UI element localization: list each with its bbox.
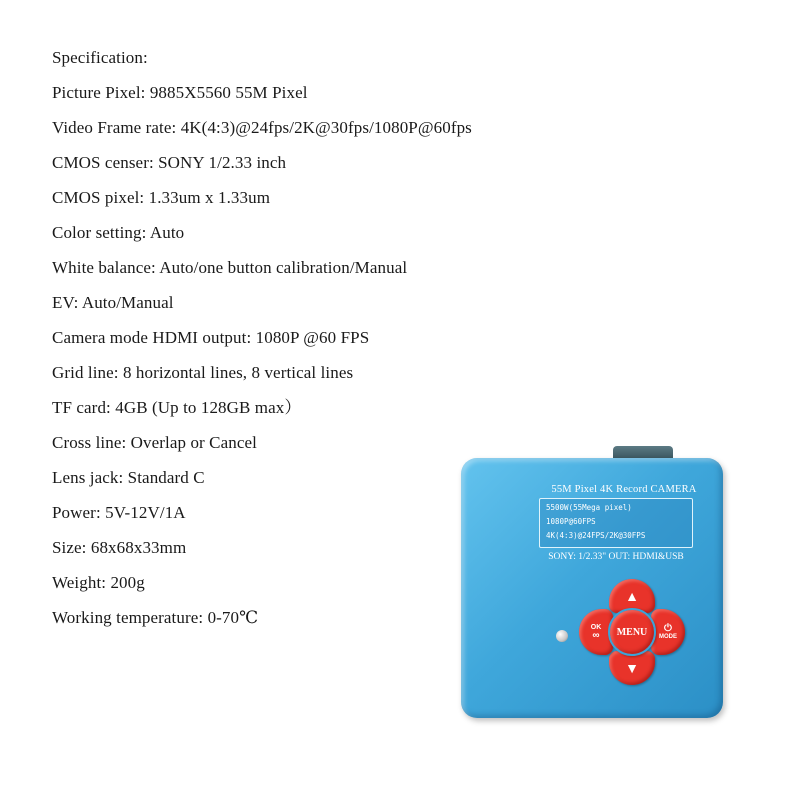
spec-video-frame-rate: Video Frame rate: 4K(4:3)@24fps/2K@30fps/1080P@60fps xyxy=(52,118,472,137)
spec-ev: EV: Auto/Manual xyxy=(52,293,174,312)
spec-white-balance: White balance: Auto/one button calibration/Manual xyxy=(52,258,408,277)
camera-spec-label xyxy=(539,498,693,548)
mode-label: MODE xyxy=(659,634,677,640)
menu-button xyxy=(608,608,656,656)
spec-cross-line: Cross line: Overlap or Cancel xyxy=(52,433,257,452)
menu-label: MENU xyxy=(616,626,648,638)
spec-cmos-sensor: CMOS censer: SONY 1/2.33 inch xyxy=(52,153,287,172)
camera-title: 55M Pixel 4K Record CAMERA xyxy=(551,484,697,495)
screen-line-resolution: 5500W(55Mega pixel) xyxy=(546,503,632,512)
up-arrow-icon: ▲ xyxy=(625,588,639,604)
power-icon: ⏻ xyxy=(664,623,672,634)
mode-button xyxy=(651,609,685,655)
ok-label: OK xyxy=(590,623,602,631)
control-pad xyxy=(579,579,685,685)
spec-cmos-pixel: CMOS pixel: 1.33um x 1.33um xyxy=(52,188,271,207)
spec-lens-jack: Lens jack: Standard C xyxy=(52,468,205,487)
spec-picture-pixel: Picture Pixel: 9885X5560 55M Pixel xyxy=(52,83,308,102)
spec-color-setting: Color setting: Auto xyxy=(52,223,185,242)
spec-weight: Weight: 200g xyxy=(52,573,145,592)
spec-size: Size: 68x68x33mm xyxy=(52,538,187,557)
status-led xyxy=(556,630,568,642)
down-arrow-icon: ▼ xyxy=(625,660,639,676)
down-button xyxy=(609,651,655,685)
spec-tf-card: TF card: 4GB (Up to 128GB max） xyxy=(52,398,302,417)
camera-product-image xyxy=(458,446,728,721)
spec-heading: Specification: xyxy=(52,48,148,67)
spec-grid-line: Grid line: 8 horizontal lines, 8 vertical lines xyxy=(52,363,354,382)
screen-line-4k: 4K(4:3)@24FPS/2K@30FPS xyxy=(546,531,646,540)
camera-body xyxy=(461,458,723,718)
spec-working-temperature: Working temperature: 0-70℃ xyxy=(52,608,259,627)
screen-line-hd: 1080P@60FPS xyxy=(546,517,596,526)
specification-list xyxy=(52,40,472,635)
spec-power: Power: 5V-12V/1A xyxy=(52,503,186,522)
camera-subtitle: SONY: 1/2.33" OUT: HDMI&USB xyxy=(548,552,684,562)
spec-hdmi-output: Camera mode HDMI output: 1080P @60 FPS xyxy=(52,328,370,347)
infinity-icon: ∞ xyxy=(592,629,600,641)
